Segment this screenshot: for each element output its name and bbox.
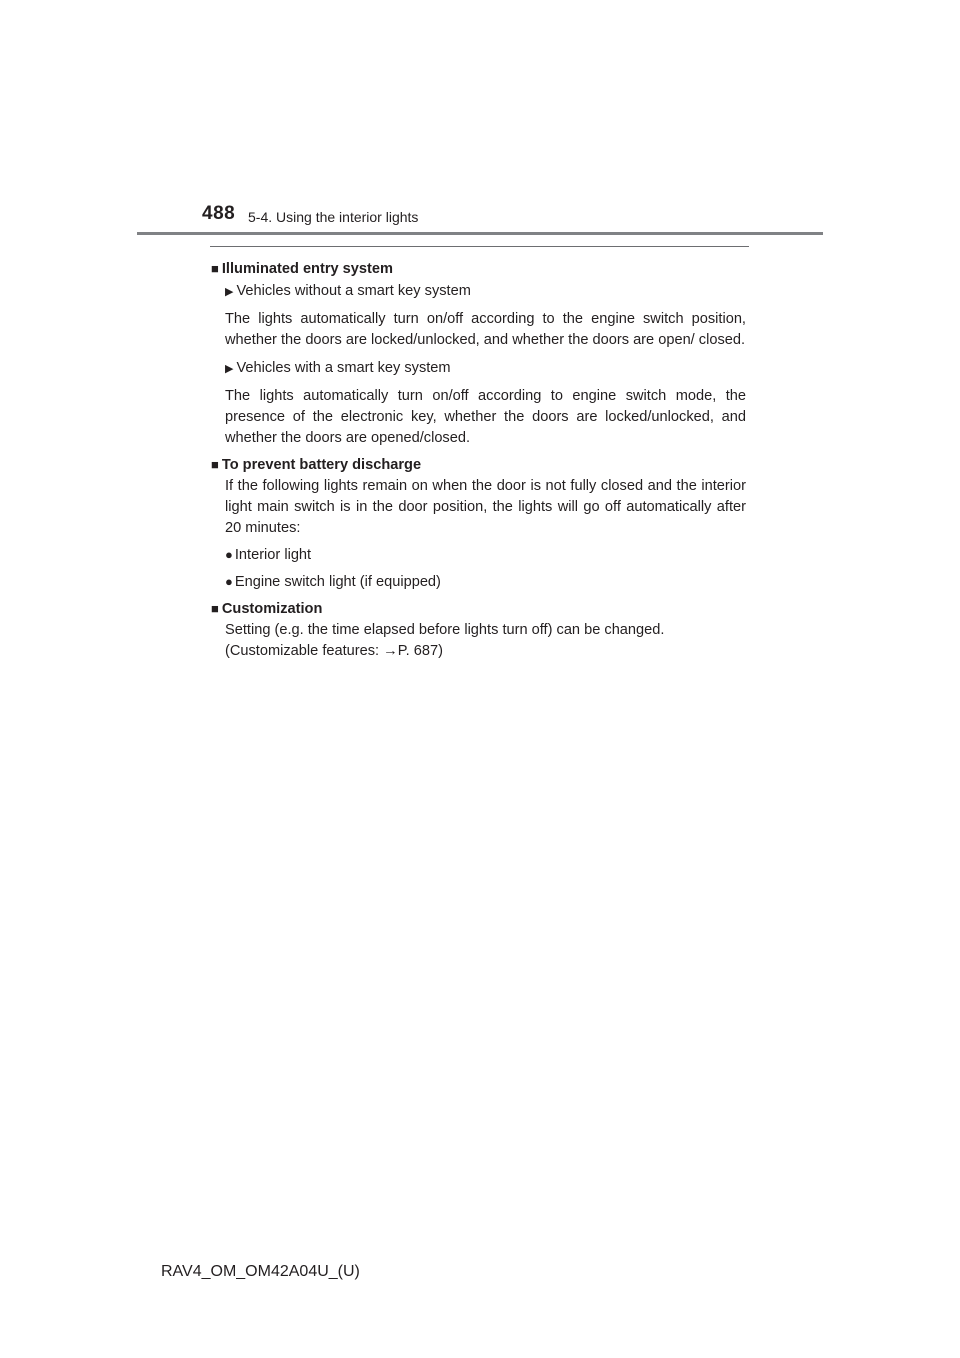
paragraph-battery-discharge: If the following lights remain on when the door is not fully closed and the interior light main switch is in the door position, the lights will go off automatically after 20 minutes: <box>225 478 746 536</box>
subheading-with-smart-key: ▶ Vehicles with a smart key system <box>225 360 451 376</box>
section-customization <box>211 598 746 662</box>
paragraph-customization-line2: (Customizable features: →P. 687) <box>225 643 443 659</box>
triangle-bullet-icon: ▶ <box>225 286 234 298</box>
heading-customization: ■ Customization <box>211 601 323 617</box>
list-item-engine-switch-light: ● Engine switch light (if equipped) <box>225 574 441 590</box>
heading-illuminated-entry: ■ Illuminated entry system <box>211 261 393 277</box>
header-rule <box>137 232 823 235</box>
round-bullet-icon: ● <box>225 574 233 589</box>
subheading-without-smart-key: ▶ Vehicles without a smart key system <box>225 283 471 299</box>
footer-doc-code: RAV4_OM_OM42A04U_(U) <box>161 1263 360 1280</box>
section-battery-discharge <box>211 454 746 593</box>
section-illuminated-entry <box>211 258 746 449</box>
heading-battery-discharge: ■ To prevent battery discharge <box>211 457 422 473</box>
round-bullet-icon: ● <box>225 547 233 562</box>
square-bullet-icon: ■ <box>211 601 219 616</box>
list-item-interior-light: ● Interior light <box>225 547 312 563</box>
square-bullet-icon: ■ <box>211 457 219 472</box>
square-bullet-icon: ■ <box>211 261 219 276</box>
section-title: 5-4. Using the interior lights <box>248 209 419 225</box>
paragraph-with-smart-key: The lights automatically turn on/off according to engine switch mode, the presence of the electronic key, whether the doors are locked/unlocked, and whether the doors are opened/closed. <box>225 388 746 446</box>
paragraph-customization-line1: Setting (e.g. the time elapsed before lights turn off) can be changed. <box>225 622 665 638</box>
page-number: 488 <box>202 203 236 224</box>
page-content <box>211 258 746 667</box>
paragraph-without-smart-key: The lights automatically turn on/off according to the engine switch position, whether the doors are locked/unlocked, and whether the doors are open/ closed. <box>225 311 746 348</box>
triangle-bullet-icon: ▶ <box>225 363 234 375</box>
content-rule <box>210 246 749 247</box>
